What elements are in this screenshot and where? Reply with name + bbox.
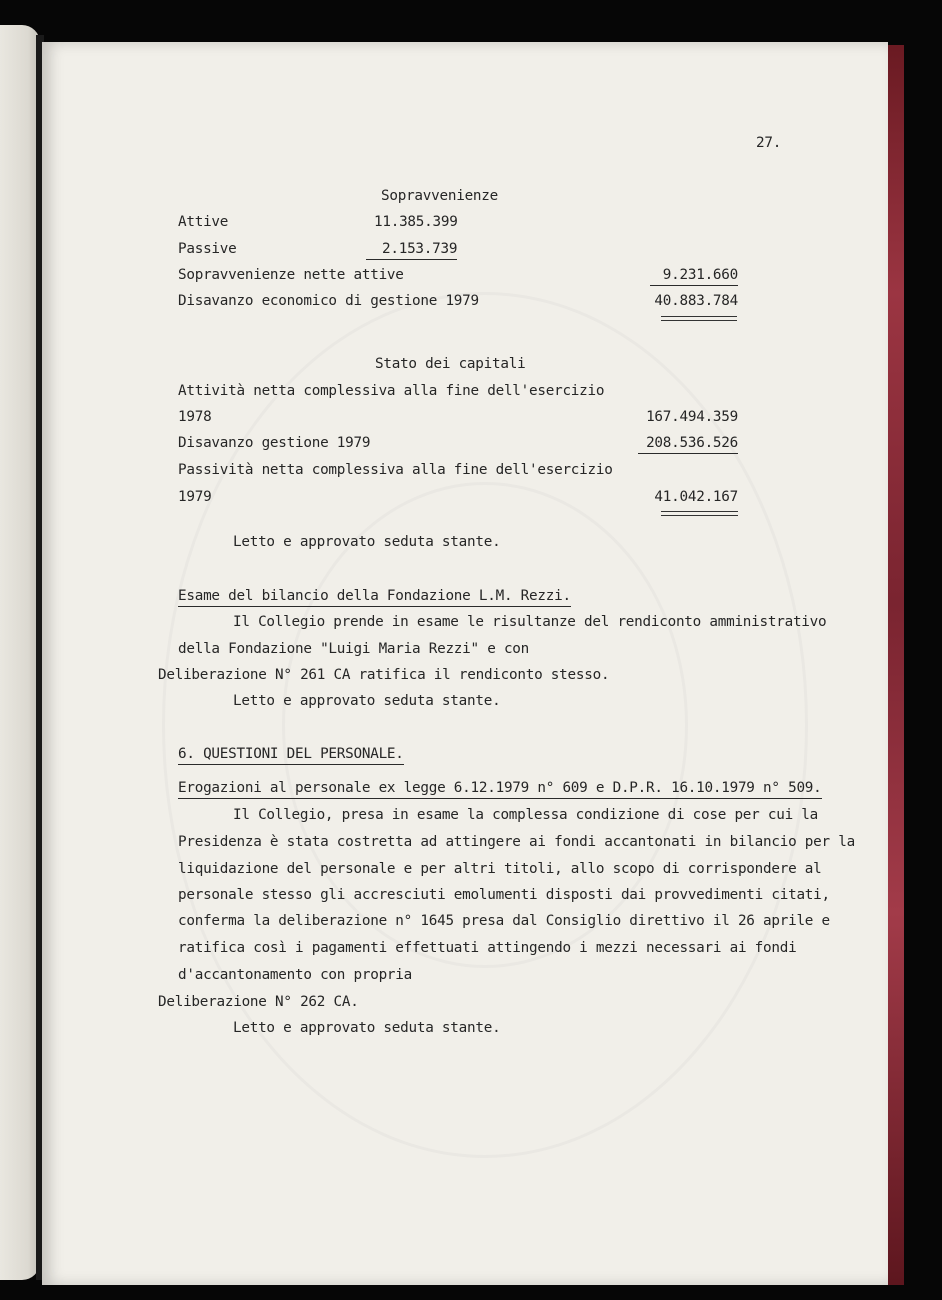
approval-line-1: Letto e approvato seduta stante. — [233, 534, 501, 550]
passivita-year: 1979 — [178, 489, 212, 505]
page-number: 27. — [756, 135, 782, 151]
disavanzo-gestione-value: 208.536.526 — [638, 434, 738, 454]
passive-value: 2.153.739 — [366, 240, 457, 260]
attivita-value: 167.494.359 — [646, 409, 738, 425]
sopravvenienze-nette-label: Sopravvenienze nette attive — [178, 267, 404, 283]
stato-capitali-heading: Stato dei capitali — [375, 356, 526, 372]
section-personale-heading: 6. QUESTIONI DEL PERSONALE. — [178, 745, 404, 765]
total-double-rule-2 — [661, 511, 738, 516]
disavanzo-gestione-label: Disavanzo gestione 1979 — [178, 435, 371, 451]
facing-page-edge — [0, 25, 40, 1280]
personale-line-5: conferma la deliberazione n° 1645 presa dal Consiglio direttivo il 26 aprile e — [178, 913, 830, 929]
personale-line-3: liquidazione del personale e per altri titoli, allo scopo di corrispondere al — [178, 861, 822, 877]
rezzi-line-1: Il Collegio prende in esame le risultanze del rendiconto amministrativo — [233, 614, 827, 630]
personale-line-7: d'accantonamento con propria — [178, 967, 413, 983]
passivita-value: 41.042.167 — [654, 489, 738, 505]
personale-line-6: ratifica così i pagamenti effettuati attingendo i mezzi necessari ai fondi — [178, 940, 797, 956]
passivita-label: Passività netta complessiva alla fine dell'esercizio — [178, 462, 613, 478]
personale-line-8: Deliberazione N° 262 CA. — [158, 994, 359, 1010]
personale-line-4: personale stesso gli accresciuti emolumenti disposti dai provvedimenti citati, — [178, 887, 830, 903]
rezzi-line-2: della Fondazione "Luigi Maria Rezzi" e con — [178, 641, 530, 657]
sopravvenienze-heading: Sopravvenienze — [381, 188, 499, 204]
attive-value: 11.385.399 — [374, 214, 458, 230]
sopravvenienze-nette-value: 9.231.660 — [650, 266, 738, 286]
personale-approval: Letto e approvato seduta stante. — [233, 1020, 501, 1036]
disavanzo-economico-value: 40.883.784 — [654, 293, 738, 309]
attive-label: Attive — [178, 214, 229, 230]
document-page — [42, 42, 888, 1285]
rezzi-line-3: Deliberazione N° 261 CA ratifica il rendiconto stesso. — [158, 667, 610, 683]
personale-line-2: Presidenza è stata costretta ad attingere ai fondi accantonati in bilancio per la — [178, 834, 855, 850]
personale-line-1: Il Collegio, presa in esame la complessa condizione di cose per cui la — [233, 807, 819, 823]
rezzi-approval: Letto e approvato seduta stante. — [233, 693, 501, 709]
total-double-rule-1 — [661, 316, 737, 321]
disavanzo-economico-label: Disavanzo economico di gestione 1979 — [178, 293, 479, 309]
attivita-year: 1978 — [178, 409, 212, 425]
erogazioni-heading: Erogazioni al personale ex legge 6.12.1979 n° 609 e D.P.R. 16.10.1979 n° 509. — [178, 779, 822, 799]
rezzi-heading: Esame del bilancio della Fondazione L.M. Rezzi. — [178, 587, 571, 607]
passive-label: Passive — [178, 241, 237, 257]
attivita-label: Attività netta complessiva alla fine dell'esercizio — [178, 383, 605, 399]
